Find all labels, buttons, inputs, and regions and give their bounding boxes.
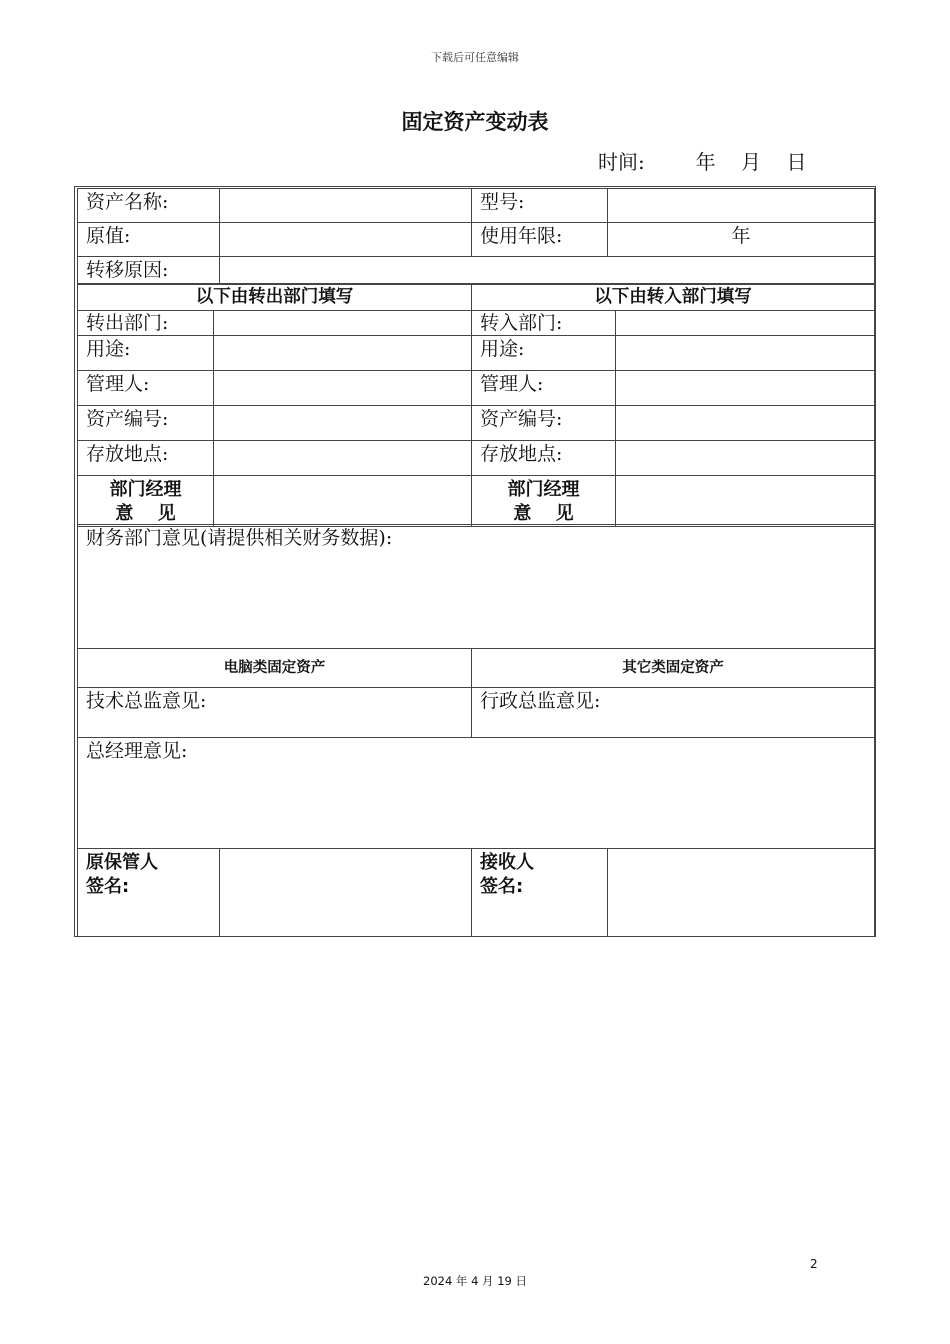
in-dept-manager-line2: 意 见 xyxy=(513,503,574,524)
original-value-label: 原值: xyxy=(78,223,220,257)
receiver-signature-field[interactable] xyxy=(608,849,875,937)
receiver-signature-label xyxy=(472,849,608,937)
department-table xyxy=(77,284,875,527)
document-title: 固定资产变动表 xyxy=(401,110,549,134)
model-label: 型号: xyxy=(472,189,608,223)
out-dept-manager-line2: 意 见 xyxy=(115,503,176,524)
transfer-in-header: 以下由转入部门填写 xyxy=(472,285,875,311)
in-dept-manager-field[interactable] xyxy=(616,476,875,527)
admin-director-opinion-field[interactable]: 行政总监意见: xyxy=(472,688,875,738)
out-location-field[interactable] xyxy=(214,441,472,476)
finance-opinion-field[interactable]: 财务部门意见(请提供相关财务数据): xyxy=(78,525,875,649)
approval-table xyxy=(77,524,875,937)
in-dept-manager-line1: 部门经理 xyxy=(507,479,580,500)
original-keeper-signature-field[interactable] xyxy=(220,849,472,937)
in-dept-field[interactable] xyxy=(616,311,875,336)
time-label: 时间: xyxy=(598,150,645,174)
in-manager-field[interactable] xyxy=(616,371,875,406)
time-month: 月 xyxy=(741,150,762,174)
out-dept-manager-field[interactable] xyxy=(214,476,472,527)
time-day: 日 xyxy=(786,150,807,174)
out-dept-label: 转出部门: xyxy=(78,311,214,336)
out-dept-field[interactable] xyxy=(214,311,472,336)
out-purpose-label: 用途: xyxy=(78,336,214,371)
transfer-out-header: 以下由转出部门填写 xyxy=(78,285,472,311)
in-dept-label: 转入部门: xyxy=(472,311,616,336)
original-keeper-signature-label xyxy=(78,849,220,937)
out-dept-manager-label xyxy=(78,476,214,527)
service-life-field[interactable]: 年 xyxy=(608,223,875,257)
out-dept-manager-line1: 部门经理 xyxy=(109,479,182,500)
out-manager-field[interactable] xyxy=(214,371,472,406)
time-year: 年 xyxy=(695,150,716,174)
in-dept-manager-label xyxy=(472,476,616,527)
in-asset-no-field[interactable] xyxy=(616,406,875,441)
tech-director-opinion-field[interactable]: 技术总监意见: xyxy=(78,688,472,738)
original-value-field[interactable] xyxy=(220,223,472,257)
out-location-label: 存放地点: xyxy=(78,441,214,476)
receiver-line1: 接收人 xyxy=(480,852,534,873)
transfer-reason-field[interactable] xyxy=(220,257,875,284)
out-manager-label: 管理人: xyxy=(78,371,214,406)
header-note: 下载后可任意编辑 xyxy=(431,51,519,64)
footer-date: 2024 年 4 月 19 日 xyxy=(423,1274,527,1288)
in-purpose-field[interactable] xyxy=(616,336,875,371)
in-location-field[interactable] xyxy=(616,441,875,476)
transfer-reason-label: 转移原因: xyxy=(78,257,220,284)
original-keeper-line1: 原保管人 xyxy=(86,852,158,873)
asset-name-field[interactable] xyxy=(220,189,472,223)
basic-info-table xyxy=(77,188,875,284)
gm-opinion-field[interactable]: 总经理意见: xyxy=(78,738,875,849)
out-asset-no-field[interactable] xyxy=(214,406,472,441)
computer-assets-header: 电脑类固定资产 xyxy=(78,649,472,688)
service-life-label: 使用年限: xyxy=(472,223,608,257)
in-asset-no-label: 资产编号: xyxy=(472,406,616,441)
in-manager-label: 管理人: xyxy=(472,371,616,406)
other-assets-header: 其它类固定资产 xyxy=(472,649,875,688)
time-line xyxy=(598,146,838,175)
in-location-label: 存放地点: xyxy=(472,441,616,476)
out-purpose-field[interactable] xyxy=(214,336,472,371)
in-purpose-label: 用途: xyxy=(472,336,616,371)
out-asset-no-label: 资产编号: xyxy=(78,406,214,441)
model-field[interactable] xyxy=(608,189,875,223)
receiver-line2: 签名: xyxy=(480,876,524,897)
original-keeper-line2: 签名: xyxy=(86,876,130,897)
page-number: 2 xyxy=(810,1257,818,1271)
asset-name-label: 资产名称: xyxy=(78,189,220,223)
